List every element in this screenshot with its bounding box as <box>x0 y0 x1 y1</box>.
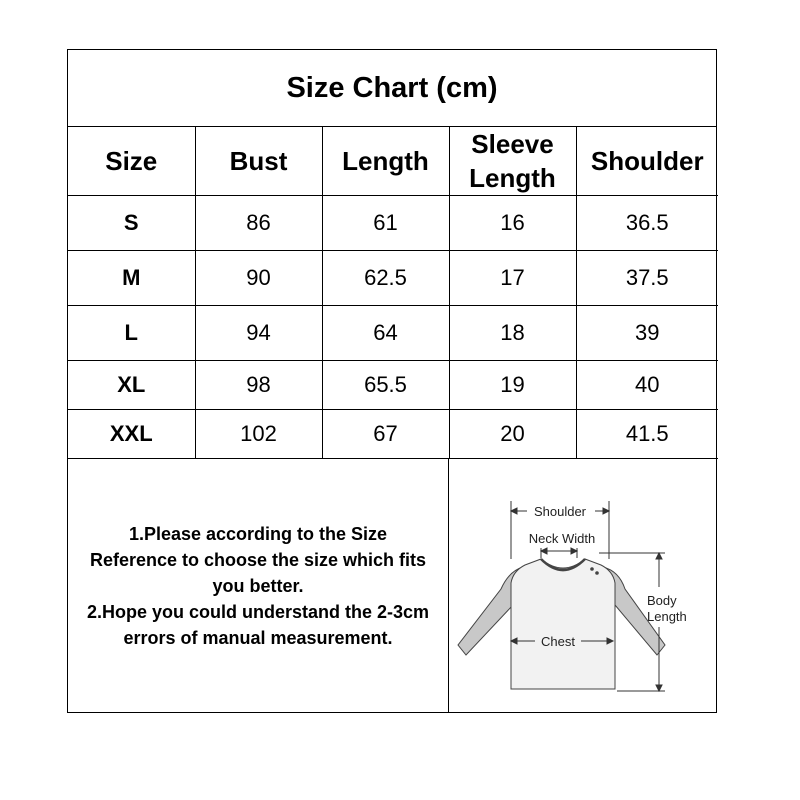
table-row <box>68 410 718 459</box>
header-sleeve-line1: Sleeve <box>471 129 554 159</box>
chart-title: Size Chart (cm) <box>68 50 716 127</box>
note-line: you better. <box>212 575 304 596</box>
cell-bust: 90 <box>195 251 322 306</box>
sweater-illustration <box>458 559 665 689</box>
cell-size: XL <box>68 361 195 410</box>
header-shoulder: Shoulder <box>576 127 718 196</box>
cell-sleeve: 18 <box>449 306 576 361</box>
cell-length: 62.5 <box>322 251 449 306</box>
shoulder-label: Shoulder <box>533 504 587 519</box>
table-row <box>68 196 718 251</box>
header-sleeve-line2: Length <box>469 163 556 193</box>
cell-size: L <box>68 306 195 361</box>
note-line: Reference to choose the size which fits <box>89 549 427 570</box>
table-row <box>68 361 718 410</box>
cell-length: 61 <box>322 196 449 251</box>
cell-bust: 98 <box>195 361 322 410</box>
measurement-notes <box>68 459 449 712</box>
cell-size: XXL <box>68 410 195 459</box>
cell-bust: 102 <box>195 410 322 459</box>
cell-shoulder: 40 <box>576 361 718 410</box>
measurement-diagram <box>449 459 717 712</box>
table-row <box>68 306 718 361</box>
cell-shoulder: 36.5 <box>576 196 718 251</box>
cell-sleeve: 17 <box>449 251 576 306</box>
note-line: 1.Please according to the Size <box>128 523 388 544</box>
cell-bust: 94 <box>195 306 322 361</box>
header-bust: Bust <box>195 127 322 196</box>
cell-length: 64 <box>322 306 449 361</box>
body-length-label-line2: Length <box>647 609 687 624</box>
cell-length: 65.5 <box>322 361 449 410</box>
header-size: Size <box>68 127 195 196</box>
cell-bust: 86 <box>195 196 322 251</box>
chest-label: Chest <box>541 634 575 649</box>
neck-width-label: Neck Width <box>528 531 596 546</box>
cell-length: 67 <box>322 410 449 459</box>
cell-size: M <box>68 251 195 306</box>
cell-shoulder: 41.5 <box>576 410 718 459</box>
body-length-label-line1: Body <box>647 593 677 608</box>
info-section <box>68 458 716 712</box>
note-line: errors of manual measurement. <box>123 627 393 648</box>
cell-size: S <box>68 196 195 251</box>
header-length: Length <box>322 127 449 196</box>
sweater-diagram <box>449 459 717 711</box>
table-row <box>68 251 718 306</box>
size-chart <box>67 49 717 713</box>
cell-sleeve: 16 <box>449 196 576 251</box>
size-table <box>68 127 718 459</box>
note-line: 2.Hope you could understand the 2-3cm <box>86 601 430 622</box>
cell-sleeve: 19 <box>449 361 576 410</box>
cell-sleeve: 20 <box>449 410 576 459</box>
neck-width-measure <box>541 548 577 558</box>
header-sleeve-length <box>449 127 576 196</box>
cell-shoulder: 37.5 <box>576 251 718 306</box>
header-row <box>68 127 718 196</box>
cell-shoulder: 39 <box>576 306 718 361</box>
